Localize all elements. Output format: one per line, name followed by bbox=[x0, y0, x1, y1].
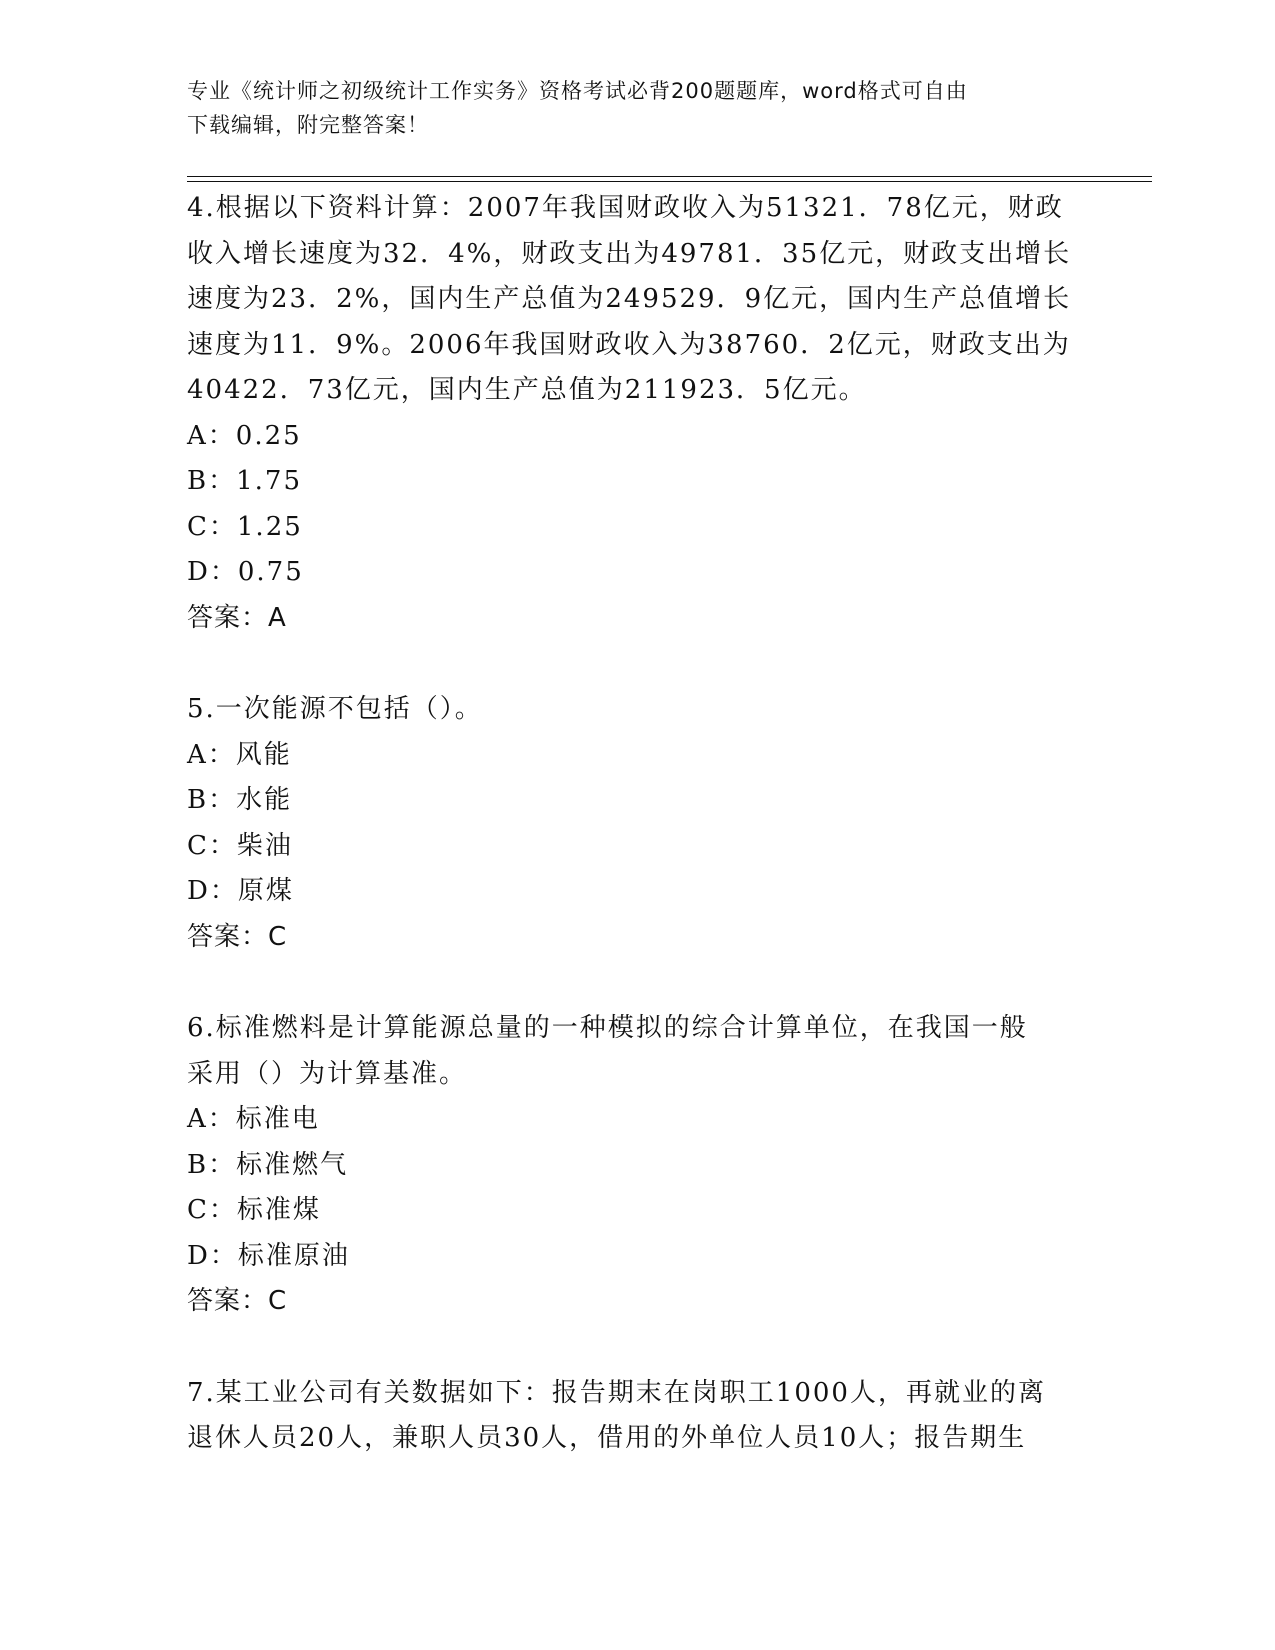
header-line-1: 专业《统计师之初级统计工作实务》资格考试必背200题题库，word格式可自由 bbox=[187, 79, 968, 103]
option-d: D：标准原油 bbox=[187, 1240, 350, 1271]
question-stem-line: 采用（）为计算基准。 bbox=[187, 1058, 468, 1089]
option-c: C：1.25 bbox=[187, 511, 303, 542]
question-stem-line: 4.根据以下资料计算：2007年我国财政收入为51321．78亿元，财政 bbox=[187, 193, 1064, 223]
option-b: B：1.75 bbox=[187, 466, 302, 496]
question-5 bbox=[187, 687, 1087, 960]
document-header bbox=[187, 74, 1087, 142]
question-4 bbox=[187, 186, 1087, 641]
option-c: C：柴油 bbox=[187, 830, 293, 861]
question-stem-line: 收入增长速度为32．4%，财政支出为49781．35亿元，财政支出增长 bbox=[187, 238, 1072, 269]
option-b: B：标准燃气 bbox=[187, 1149, 349, 1180]
question-stem-line: 退休人员20人，兼职人员30人，借用的外单位人员10人；报告期生 bbox=[187, 1423, 1027, 1453]
answer-label: 答案：C bbox=[187, 1286, 288, 1316]
option-a: A：0.25 bbox=[187, 420, 302, 451]
header-line-2: 下载编辑，附完整答案！ bbox=[187, 113, 429, 137]
question-stem-line: 速度为23．2%，国内生产总值为249529．9亿元，国内生产总值增长 bbox=[187, 284, 1072, 314]
option-b: B：水能 bbox=[187, 785, 293, 815]
question-list bbox=[187, 186, 1087, 1462]
question-stem-line: 速度为11．9%。2006年我国财政收入为38760．2亿元，财政支出为 bbox=[187, 329, 1071, 360]
option-c: C：标准煤 bbox=[187, 1195, 321, 1225]
option-a: A：风能 bbox=[187, 739, 292, 770]
answer-label: 答案：A bbox=[187, 602, 287, 633]
answer-label: 答案：C bbox=[187, 921, 288, 952]
option-a: A：标准电 bbox=[187, 1104, 320, 1134]
question-6 bbox=[187, 1006, 1087, 1325]
question-stem-line: 5.一次能源不包括（）。 bbox=[187, 694, 483, 724]
header-divider-top bbox=[187, 176, 1152, 177]
header-divider-bottom bbox=[187, 181, 1152, 182]
option-d: D：原煤 bbox=[187, 876, 294, 906]
question-stem-line: 7.某工业公司有关数据如下：报告期末在岗职工1000人，再就业的离 bbox=[187, 1377, 1046, 1408]
question-stem-line: 40422．73亿元，国内生产总值为211923．5亿元。 bbox=[187, 375, 867, 405]
option-d: D：0.75 bbox=[187, 557, 304, 587]
question-7 bbox=[187, 1371, 1087, 1462]
question-stem-line: 6.标准燃料是计算能源总量的一种模拟的综合计算单位，在我国一般 bbox=[187, 1013, 1028, 1043]
